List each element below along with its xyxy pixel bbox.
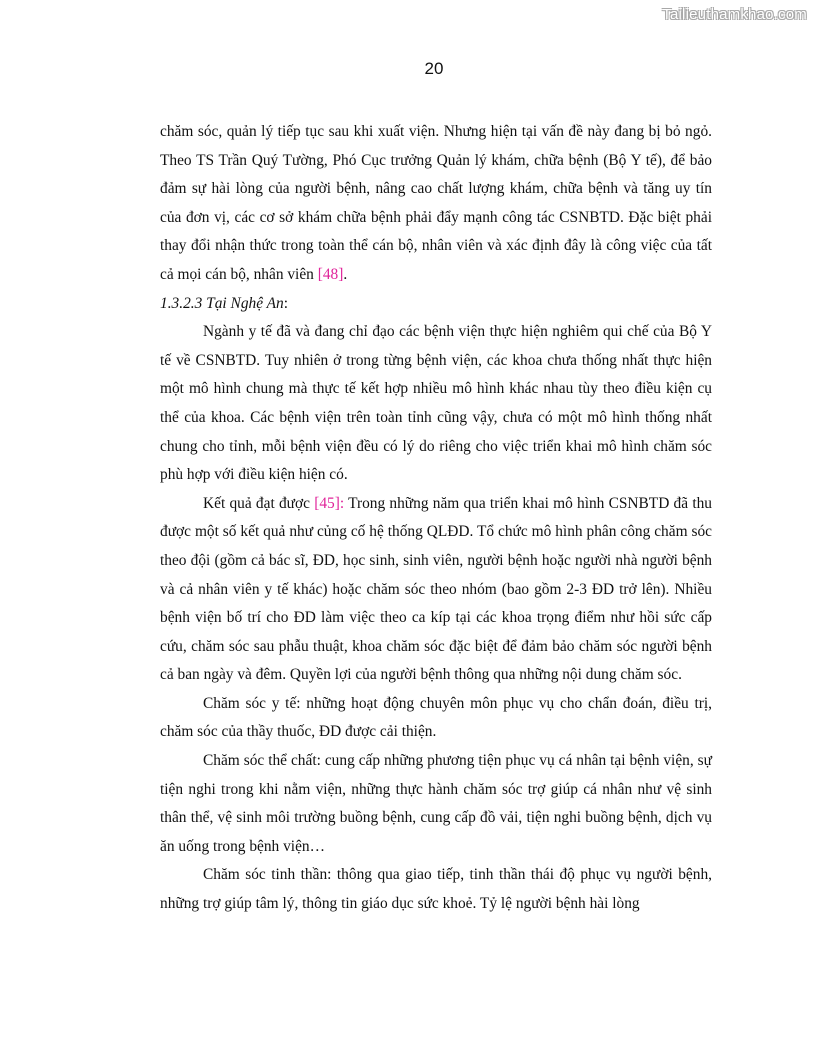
paragraph-results-lead: Kết quả đạt được [203, 494, 315, 512]
paragraph-results-text: Trong những năm qua triển khai mô hình CSNBTD đã thu được một số kết quả như củng cố hệ thống QLĐD. Tổ chức mô hình phân công chăm sóc theo đội (gồm cả bác sĩ, ĐD, học sinh, sinh viên, người bệnh hoặc người nhà người bệnh và cả nhân viên y tế khác) hoặc chăm sóc theo nhóm (bao gồm 2-3 ĐD trở lên). Nhiều bệnh viện bố trí cho ĐD làm việc theo ca kíp tại các khoa trọng điểm như hồi sức cấp cứu, chăm sóc sau phẫu thuật, khoa chăm sóc đặc biệt để đảm bảo chăm sóc người bệnh cả ban ngày và đêm. Quyền lợi của người bệnh thông qua những nội dung chăm sóc. [160, 494, 712, 684]
watermark-text: Tailieuthamkhao.com [662, 6, 807, 23]
paragraph-physical-care: Chăm sóc thể chất: cung cấp những phương tiện phục vụ cá nhân tại bệnh viện, sự tiện nghi trong khi nằm viện, những thực hành chăm sóc trợ giúp cá nhân như vệ sinh thân thể, vệ sinh môi trường buồng bệnh, cung cấp đồ vải, tiện nghi buồng bệnh, dịch vụ ăn uống trong bệnh viện… [160, 752, 712, 855]
section-heading-suffix: : [283, 294, 288, 312]
section-heading-text: 1.3.2.3 Tại Nghệ An [160, 294, 284, 312]
paragraph-text: chăm sóc, quản lý tiếp tục sau khi xuất viện. Nhưng hiện tại vấn đề này đang bị bỏ ngỏ. Theo TS Trần Quý Tường, Phó Cục trưởng Quản lý khám, chữa bệnh (Bộ Y tế), để bảo đảm sự hài lòng của người bệnh, nâng cao chất lượng khám, chữa bệnh và tăng uy tín của đơn vị, các cơ sở khám chữa bệnh phải đẩy mạnh công tác CSNBTD. Đặc biệt phải thay đổi nhận thức trong toàn thể cán bộ, nhân viên và xác định đây là công việc của tất cả mọi cán bộ, nhân viên [160, 123, 712, 283]
section-heading [160, 290, 712, 319]
document-body [160, 118, 712, 919]
citation-45: [45]: [314, 494, 345, 512]
paragraph-mental-care: Chăm sóc tinh thần: thông qua giao tiếp, tinh thần thái độ phục vụ người bệnh, những trợ giúp tâm lý, thông tin giáo dục sức khoẻ. Tỷ lệ người bệnh hài lòng [160, 866, 712, 913]
page-number: 20 [424, 59, 444, 78]
paragraph-nghe-an-overview: Ngành y tế đã và đang chỉ đạo các bệnh viện thực hiện nghiêm qui chế của Bộ Y tế về CSNBTD. Tuy nhiên ở trong từng bệnh viện, các khoa chưa thống nhất thực hiện một mô hình chung mà thực tế kết hợp nhiều mô hình khác nhau tùy theo điều kiện cụ thể của khoa. Các bệnh viện trên toàn tỉnh cũng vậy, chưa có một mô hình thống nhất chung cho tỉnh, mỗi bệnh viện đều có lý do riêng cho việc triển khai mô hình chăm sóc phù hợp với điều kiện hiện có. [160, 323, 712, 484]
paragraph-results [160, 490, 712, 690]
paragraph-medical-care: Chăm sóc y tế: những hoạt động chuyên môn phục vụ cho chẩn đoán, điều trị, chăm sóc của thầy thuốc, ĐD được cải thiện. [160, 694, 712, 741]
paragraph-continuation [160, 118, 712, 290]
citation-48: [48] [317, 265, 344, 283]
paragraph-end: . [343, 265, 348, 283]
